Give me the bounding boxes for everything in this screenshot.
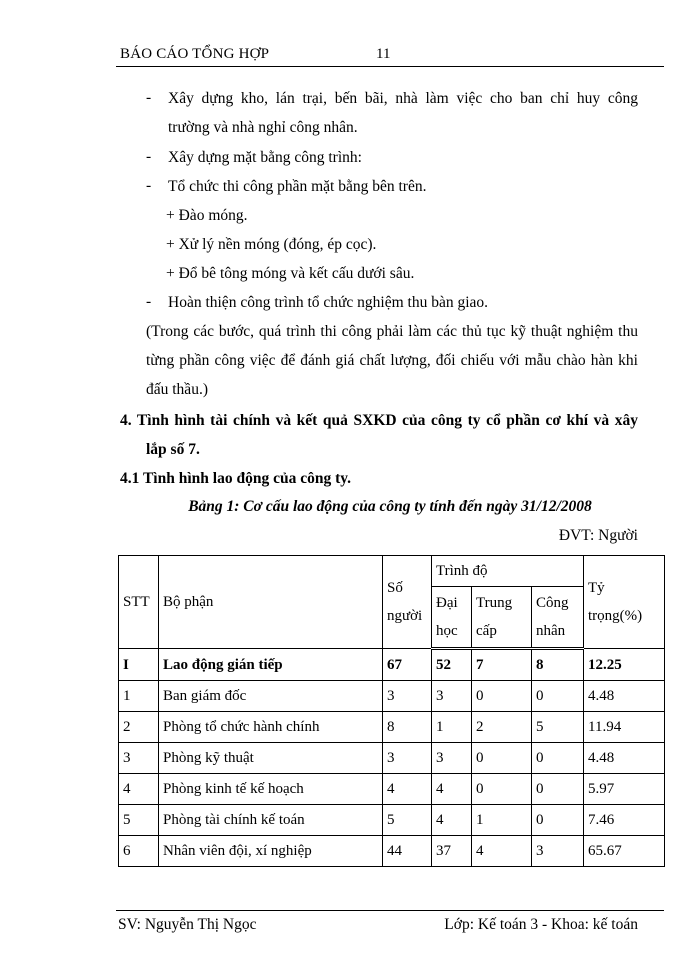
table-row [119,712,665,743]
table-row [119,836,665,867]
cell-university: 1 [432,712,472,743]
table-caption: Bảng 1: Cơ cấu lao động của công ty tính đến ngày 31/12/2008 [188,498,592,515]
note-line: (Trong các bước, quá trình thi công phải làm các thủ tục kỹ thuật nghiệm thu [146,323,638,340]
header-worker: Công nhân [532,587,584,649]
header-department: Bộ phận [159,556,383,649]
cell-university: 3 [432,743,472,774]
note-line: đấu thầu.) [146,381,208,398]
header-headcount: Số người [383,556,432,649]
table-header-row [119,556,665,587]
table-row [119,743,665,774]
header-college: Trung cấp [472,587,532,649]
bullet-text: Hoàn thiện công trình tổ chức nghiệm thu bàn giao. [168,294,489,311]
page-header [120,44,660,66]
cell-department: Phòng tài chính kế toán [159,805,383,836]
cell-worker: 0 [532,743,584,774]
cell-total: 44 [383,836,432,867]
header-rule [116,66,664,67]
bullet-text: Xây dựng kho, lán trại, bến bãi, nhà làm việc cho ban chỉ huy công [168,90,638,107]
cell-college: 2 [472,712,532,743]
cell-total: 3 [383,743,432,774]
bullet-dash: - [146,293,152,310]
cell-percentage: 65.67 [584,836,665,867]
cell-university: 52 [432,649,472,681]
cell-department: Nhân viên đội, xí nghiệp [159,836,383,867]
cell-total: 8 [383,712,432,743]
cell-university: 4 [432,805,472,836]
cell-college: 7 [472,649,532,681]
cell-total: 5 [383,805,432,836]
cell-department: Phòng tổ chức hành chính [159,712,383,743]
cell-stt: 2 [119,712,159,743]
table-row [119,774,665,805]
cell-stt: 1 [119,681,159,712]
sub-item: + Đổ bê tông móng và kết cấu dưới sâu. [166,265,415,282]
cell-university: 37 [432,836,472,867]
header-university: Đại học [432,587,472,649]
cell-stt: 3 [119,743,159,774]
bullet-dash: - [146,177,152,194]
bullet-dash: - [146,148,152,165]
cell-percentage: 7.46 [584,805,665,836]
unit-label: ĐVT: Người [558,527,638,544]
cell-department: Ban giám đốc [159,681,383,712]
report-title: BÁO CÁO TỔNG HỢP [120,46,270,62]
page-number: 11 [376,46,391,62]
cell-total: 4 [383,774,432,805]
section-4-heading: 4. Tình hình tài chính và kết quả SXKD của công ty cổ phần cơ khí và xây [120,412,638,429]
table-row [119,649,665,681]
cell-percentage: 12.25 [584,649,665,681]
cell-stt: 6 [119,836,159,867]
cell-worker: 0 [532,681,584,712]
cell-worker: 8 [532,649,584,681]
footer-student: SV: Nguyễn Thị Ngọc [118,916,257,933]
cell-worker: 5 [532,712,584,743]
footer-class: Lớp: Kế toán 3 - Khoa: kế toán [444,916,638,933]
cell-total: 3 [383,681,432,712]
cell-department: Phòng kinh tế kế hoạch [159,774,383,805]
cell-department: Lao động gián tiếp [159,649,383,681]
cell-college: 1 [472,805,532,836]
cell-college: 4 [472,836,532,867]
cell-stt: 4 [119,774,159,805]
bullet-dash: - [146,89,152,106]
header-stt: STT [119,556,159,649]
bullet-text: Xây dựng mặt bằng công trình: [168,149,362,166]
table-row [119,805,665,836]
cell-stt: I [119,649,159,681]
cell-stt: 5 [119,805,159,836]
cell-university: 4 [432,774,472,805]
cell-college: 0 [472,743,532,774]
sub-item: + Xử lý nền móng (đóng, ép cọc). [166,236,377,253]
cell-percentage: 4.48 [584,743,665,774]
cell-department: Phòng kỹ thuật [159,743,383,774]
header-percentage: Tỷ trọng(%) [584,556,665,649]
cell-total: 67 [383,649,432,681]
cell-worker: 0 [532,805,584,836]
cell-percentage: 11.94 [584,712,665,743]
bullet-text: Tổ chức thi công phần mặt bằng bên trên. [168,178,427,195]
cell-percentage: 5.97 [584,774,665,805]
section-4-1-heading: 4.1 Tình hình lao động của công ty. [120,470,352,487]
table-row [119,681,665,712]
section-4-heading-cont: lắp số 7. [146,441,200,458]
cell-college: 0 [472,681,532,712]
note-line: từng phần công việc để đánh giá chất lượng, đối chiếu với mẫu chào hàn khi [146,352,638,369]
cell-university: 3 [432,681,472,712]
footer-rule [116,910,664,911]
cell-college: 0 [472,774,532,805]
bullet-text-cont: trường và nhà nghỉ công nhân. [168,119,358,136]
labor-structure-table [118,555,665,867]
header-qualification: Trình độ [432,556,584,587]
cell-worker: 3 [532,836,584,867]
cell-worker: 0 [532,774,584,805]
sub-item: + Đào móng. [166,207,248,224]
cell-percentage: 4.48 [584,681,665,712]
